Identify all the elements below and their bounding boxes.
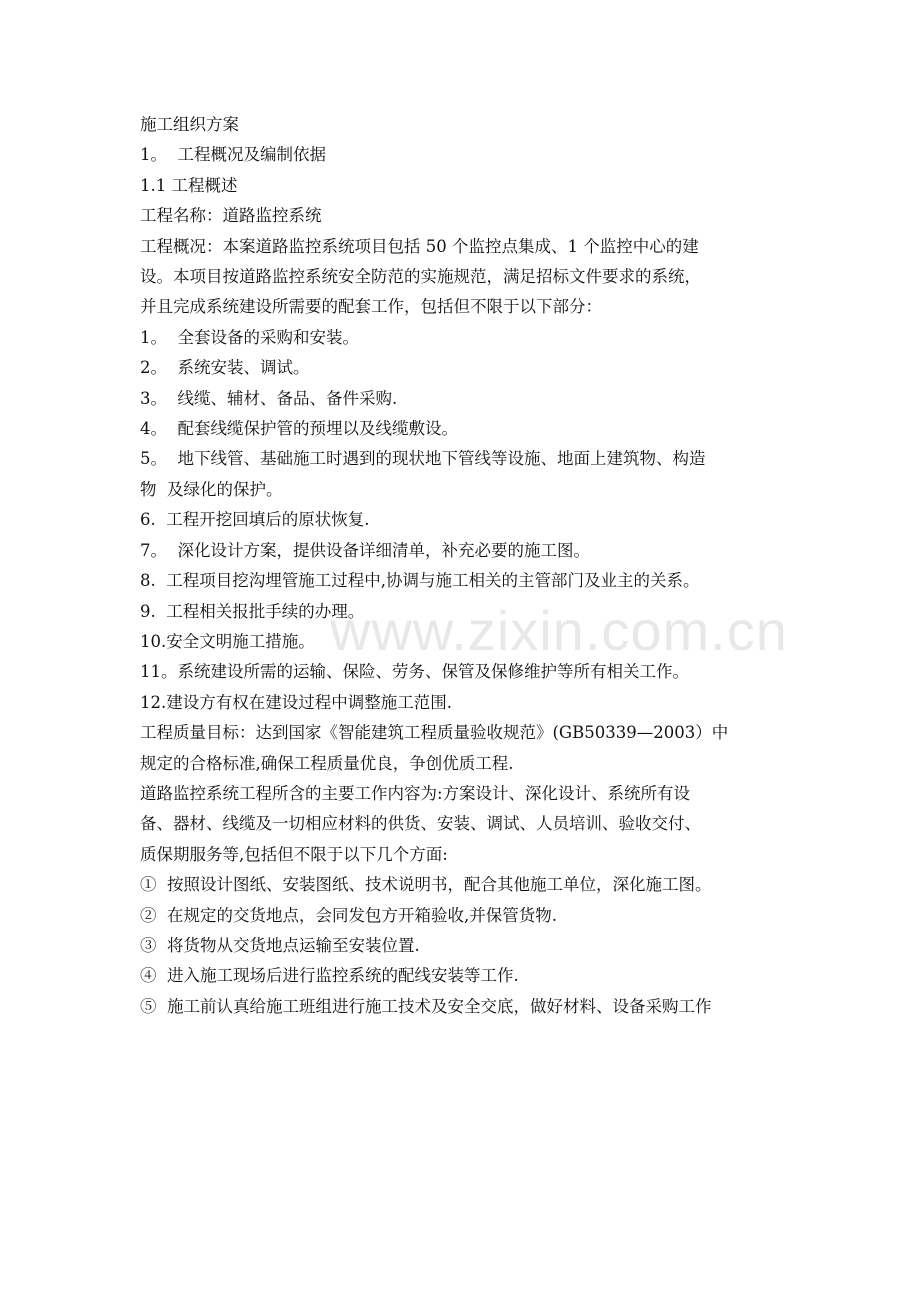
- list-item: 12.建设方有权在建设过程中调整施工范围.: [140, 692, 452, 712]
- paragraph-line: 道路监控系统工程所含的主要工作内容为:方案设计、深化设计、系统所有设: [140, 783, 691, 803]
- list-item: 3。 线缆、辅材、备品、备件采购.: [140, 388, 398, 408]
- paragraph-line: 规定的合格标准,确保工程质量优良，争创优质工程.: [140, 753, 514, 773]
- circled-list-item: ② 在规定的交货地点，会同发包方开箱验收,并保管货物.: [140, 905, 557, 925]
- paragraph-line: 设。本项目按道路监控系统安全防范的实施规范，满足招标文件要求的系统，: [140, 267, 701, 287]
- paragraph-line: 工程质量目标：达到国家《智能建筑工程质量验收规范》(GB50339—2003）中: [140, 723, 729, 743]
- list-item: 9. 工程相关报批手续的办理。: [140, 601, 365, 621]
- paragraph-line: 工程概况：本案道路监控系统项目包括 50 个监控点集成、1 个监控中心的建: [140, 236, 699, 256]
- list-item: 10.安全文明施工措施。: [140, 631, 315, 651]
- paragraph-line: 质保期服务等,包括但不限于以下几个方面:: [140, 844, 448, 864]
- circled-list-item: ⑤ 施工前认真给施工班组进行施工技术及安全交底，做好材料、设备采购工作: [140, 996, 712, 1016]
- list-item: 7。 深化设计方案，提供设备详细清单，补充必要的施工图。: [140, 540, 590, 560]
- paragraph-line: 并且完成系统建设所需要的配套工作，包括但不限于以下部分：: [140, 297, 602, 317]
- section-heading: 1。 工程概况及编制依据: [140, 145, 326, 165]
- circled-list-item: ④ 进入施工现场后进行监控系统的配线安装等工作.: [140, 966, 519, 986]
- list-item: 5。 地下线管、基础施工时遇到的现状地下管线等设施、地面上建筑物、构造: [140, 449, 706, 469]
- list-item: 2。 系统安装、调试。: [140, 358, 310, 378]
- paragraph-line: 备、器材、线缆及一切相应材料的供货、安装、调试、人员培训、验收交付、: [140, 814, 701, 834]
- watermark: www.zixin.com.cn: [330, 599, 788, 662]
- list-item: 8. 工程项目挖沟埋管施工过程中,协调与施工相关的主管部门及业主的关系。: [140, 571, 700, 591]
- circled-list-item: ③ 将货物从交货地点运输至安装位置.: [140, 935, 420, 955]
- paragraph-line: 工程名称：道路监控系统: [140, 206, 322, 226]
- list-item: 1。 全套设备的采购和安装。: [140, 327, 359, 347]
- circled-list-item: ① 按照设计图纸、安装图纸、技术说明书，配合其他施工单位，深化施工图。: [140, 875, 712, 895]
- subsection-heading: 1.1 工程概述: [140, 175, 238, 195]
- document-body: [140, 110, 790, 1022]
- document-title: 施工组织方案: [140, 115, 239, 134]
- list-item: 6. 工程开挖回填后的原状恢复.: [140, 510, 370, 530]
- list-item: 4。 配套线缆保护管的预埋以及线缆敷设。: [140, 419, 458, 439]
- list-item-continuation: 物 及绿化的保护。: [140, 479, 283, 499]
- list-item: 11。系统建设所需的运输、保险、劳务、保管及保修维护等所有相关工作。: [140, 662, 689, 682]
